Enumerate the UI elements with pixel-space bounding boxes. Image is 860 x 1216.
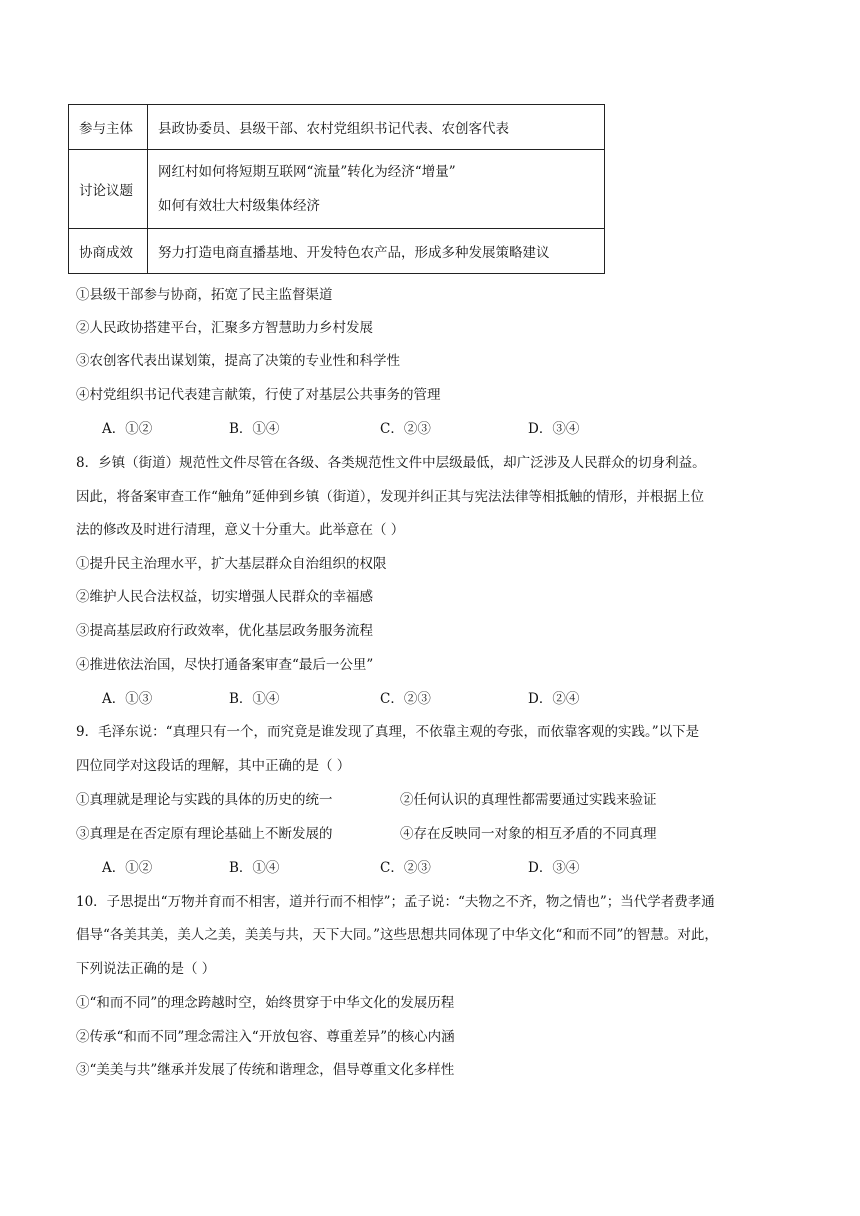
q7-item: ①县级干部参与协商，拓宽了民主监督渠道 (76, 287, 333, 303)
q10-item: ①“和而不同”的理念跨越时空，始终贯穿于中华文化的发展历程 (76, 995, 455, 1011)
q9-item: ①真理就是理论与实践的具体的历史的统一 (76, 792, 333, 808)
q10-stem-line: 倡导“各美其美，美人之美，美美与共，天下大同。”这些思想共同体现了中华文化“和而不同”的智慧。对此， (76, 927, 718, 943)
topic-line: 网红村如何将短期互联网“流量”转化为经济“增量” (158, 164, 456, 180)
q8-option-a: A．①③ (102, 691, 153, 707)
table-label: 讨论议题 (69, 150, 148, 229)
q7-item: ③农创客代表出谋划策，提高了决策的专业性和科学性 (76, 353, 400, 369)
table-value: 努力打造电商直播基地、开发特色农产品，形成多种发展策略建议 (148, 229, 605, 274)
q10-item: ②传承“和而不同”理念需注入“开放包容、尊重差异”的核心内涵 (76, 1029, 455, 1045)
q9-option-c: C．②③ (380, 860, 431, 876)
q8-stem-line: 因此，将备案审查工作“触角”延伸到乡镇（街道），发现并纠正其与宪法法律等相抵触的情形，并根据上位 (76, 489, 705, 505)
q9-option-d: D．③④ (528, 860, 580, 876)
q10-stem-line: 10．子思提出“万物并育而不相害，道并行而不相悖”；孟子说：“夫物之不齐，物之情也”；当代学者费孝通 (76, 894, 715, 910)
q9-option-b: B．①④ (229, 860, 280, 876)
table-value (148, 150, 605, 229)
q7-item: ④村党组织书记代表建言献策，行使了对基层公共事务的管理 (76, 387, 441, 403)
q8-item: ③提高基层政府行政效率，优化基层政务服务流程 (76, 623, 373, 639)
table-row (69, 150, 605, 229)
table-row (69, 105, 605, 150)
table-value: 县政协委员、县级干部、农村党组织书记代表、农创客代表 (148, 105, 605, 150)
table-label: 参与主体 (69, 105, 148, 150)
q9-stem-line: 9．毛泽东说：“真理只有一个，而究竟是谁发现了真理，不依靠主观的夸张，而依靠客观的实践。”以下是 (76, 724, 700, 740)
q8-option-b: B．①④ (229, 691, 280, 707)
q8-stem-line: 法的修改及时进行清理，意义十分重大。此举意在（ ） (76, 522, 405, 538)
q9-item: ④存在反映同一对象的相互矛盾的不同真理 (400, 826, 657, 842)
q10-stem-line: 下列说法正确的是（ ） (76, 961, 216, 977)
consultation-table (68, 104, 605, 274)
topic-line: 如何有效壮大村级集体经济 (158, 198, 320, 214)
q8-stem-line: 8．乡镇（街道）规范性文件尽管在各级、各类规范性文件中层级最低，却广泛涉及人民群众的切身利益。 (76, 455, 706, 471)
q9-item: ③真理是在否定原有理论基础上不断发展的 (76, 826, 333, 842)
q8-item: ②维护人民合法权益，切实增强人民群众的幸福感 (76, 589, 373, 605)
q7-option-b: B．①④ (229, 421, 280, 437)
table-label: 协商成效 (69, 229, 148, 274)
q9-option-a: A．①② (102, 860, 153, 876)
q7-option-c: C．②③ (380, 421, 431, 437)
q8-option-d: D．②④ (528, 691, 580, 707)
q8-item: ①提升民主治理水平，扩大基层群众自治组织的权限 (76, 556, 387, 572)
q8-option-c: C．②③ (380, 691, 431, 707)
q7-option-d: D．③④ (528, 421, 580, 437)
table-row (69, 229, 605, 274)
q9-item: ②任何认识的真理性都需要通过实践来验证 (400, 792, 657, 808)
q7-option-a: A．①② (102, 421, 153, 437)
q9-stem-line: 四位同学对这段话的理解，其中正确的是（ ） (76, 758, 351, 774)
q8-item: ④推进依法治国，尽快打通备案审查“最后一公里” (76, 657, 374, 673)
q10-item: ③“美美与共”继承并发展了传统和谐理念，倡导尊重文化多样性 (76, 1062, 455, 1078)
q7-item: ②人民政协搭建平台，汇聚多方智慧助力乡村发展 (76, 320, 373, 336)
